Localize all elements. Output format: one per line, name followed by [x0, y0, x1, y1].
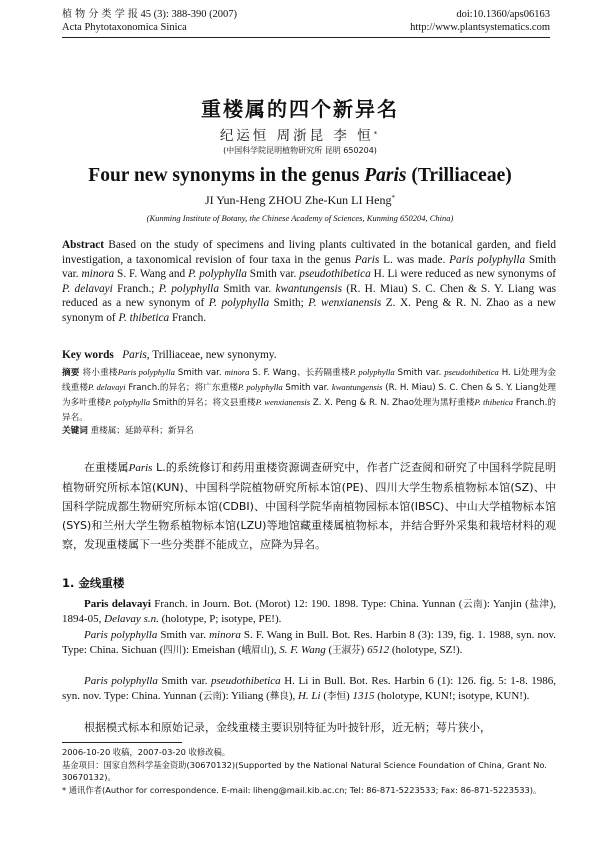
volume-pages: 45 (3): 388-390 (2007)	[140, 9, 238, 20]
authors-zh: 纪运恒 周浙昆 李 恒*	[219, 128, 381, 144]
taxon-entry-delavayi: Paris delavayi Franch. in Journ. Bot. (Morot) 12: 190. 1898. Type: China. Yunnan (云南): Yanjin (盐津), 1894-05, Delavay s.n. (holotype, P; isotype, PE!).	[62, 598, 556, 625]
journal-name-zh: 植 物 分 类 学 报	[62, 9, 138, 20]
taxon-entry-minora: Paris polyphylla Smith var. minora S. F. Wang in Bull. Bot. Res. Harbin 8 (3): 139, fig. 1. 1988, syn. nov. Type: China. Sichuan (四川): Emeishan (峨眉山), S. F. Wang (王淑芬) 6512 (holotype, SZ!).	[62, 629, 556, 656]
affiliation-en: (Kunming Institute of Botany, the Chinese Academy of Sciences, Kunming 650204, China)	[146, 213, 454, 223]
abstract-en: Abstract Based on the study of specimens and living plants cultivated in the botanical garden, and field investigation, a taxonomical revision of four taxa in the genus Paris L. was made. Paris polyphylla Smith var. minora S. F. Wang and P. polyphylla Smith var. pseudothibetica H. Li were reduced as new synonyms of P. delavayi Franch.; P. polyphylla Smith var. kwantungensis (R. H. Miau) S. C. Chen & S. Y. Liang was reduced as a new synonym of P. polyphylla Smith; P. wenxianensis Z. X. Peng & R. N. Zhao as a new synonym of P. thibetica Franch.	[62, 239, 557, 324]
keywords-en: Key words Paris, Trilliaceae, new synonymy.	[62, 349, 277, 361]
footnotes	[62, 746, 556, 796]
introduction-zh: 在重楼属Paris L.的系统修订和药用重楼资源调查研究中，作者广泛查阅和研究了中国科学院昆明植物研究所标本馆(KUN)、中国科学院植物研究所标本馆(PE)、四川大学生物系植物标本馆(SZ)、中国科学院成都生物研究所标本馆(CDBI)、中国科学院华南植物园标本馆(IBSC)、中山大学植物标本馆(SYS)和兰州大学生物系植物标本馆(LZU)等地馆藏重楼属植物标本，并结合野外采集和栽培材料的观察，发现重楼属下一些分类群不能成立，应降为异名。	[62, 461, 557, 551]
title-en: Four new synonyms in the genus Paris (Trilliaceae)	[88, 165, 512, 186]
footnote-correspondence: * 通讯作者(Author for correspondence. E-mail: liheng@mail.kib.ac.cn; Tel: 86-871-5223533; Fax: 86-871-5223533)。	[62, 784, 542, 795]
taxon-entry-pseudothibetica: Paris polyphylla Smith var. pseudothibetica H. Li in Bull. Bot. Res. Harbin 6 (1): 126. fig. 5: 1-8. 1986, syn. nov. Type: China. Yunnan (云南): Yiliang (彝良), H. Li (李恒) 1315 (holotype, KUN!; isotype, KUN!).	[62, 675, 557, 702]
header-rule	[62, 37, 550, 38]
abstract-zh: 摘要 将小重楼Paris polyphylla Smith var. minora S. F. Wang、长药隔重楼P. polyphylla Smith var. pseudothibetica H. Li处理为金线重楼P. delavayi Franch.的异名；将广东重楼P. polyphylla Smith var. kwantungensis (R. H. Miau) S. C. Chen & S. Y. Liang处理为多叶重楼P. polyphylla Smith的异名；将文县重楼P. wenxianensis Z. X. Peng & R. N. Zhao处理为黑籽重楼P. thibetica Franch.的异名。	[62, 367, 557, 423]
footnote-received: 2006-10-20 收稿，2007-03-20 收修改稿。	[62, 747, 231, 757]
journal-name-en: Acta Phytotaxonomica Sinica	[62, 22, 187, 33]
doi: doi:10.1360/aps06163	[456, 9, 550, 20]
closing-paragraph-zh: 根据模式标本和原始记录，金线重楼主要识别特征为叶披针形，近无柄；萼片狭小，	[84, 721, 491, 734]
footnote-fund: 基金项目：国家自然科学基金资助(30670132)(Supported by the National Natural Science Foundation of China, Grant No. 30670132)。	[62, 759, 547, 782]
footnote-rule	[62, 742, 182, 743]
section-heading: 1. 金线重楼	[62, 576, 125, 590]
journal-url[interactable]: http://www.plantsystematics.com	[410, 22, 550, 33]
keywords-zh: 关键词 重楼属；延龄草科；新异名	[62, 426, 194, 436]
journal-citation	[62, 8, 237, 21]
journal-header	[62, 8, 550, 34]
authors-en: JI Yun-Heng ZHOU Zhe-Kun LI Heng*	[204, 193, 395, 207]
title-zh: 重楼属的四个新异名	[201, 97, 399, 121]
affiliation-zh: (中国科学院昆明植物研究所 昆明 650204)	[223, 146, 377, 155]
